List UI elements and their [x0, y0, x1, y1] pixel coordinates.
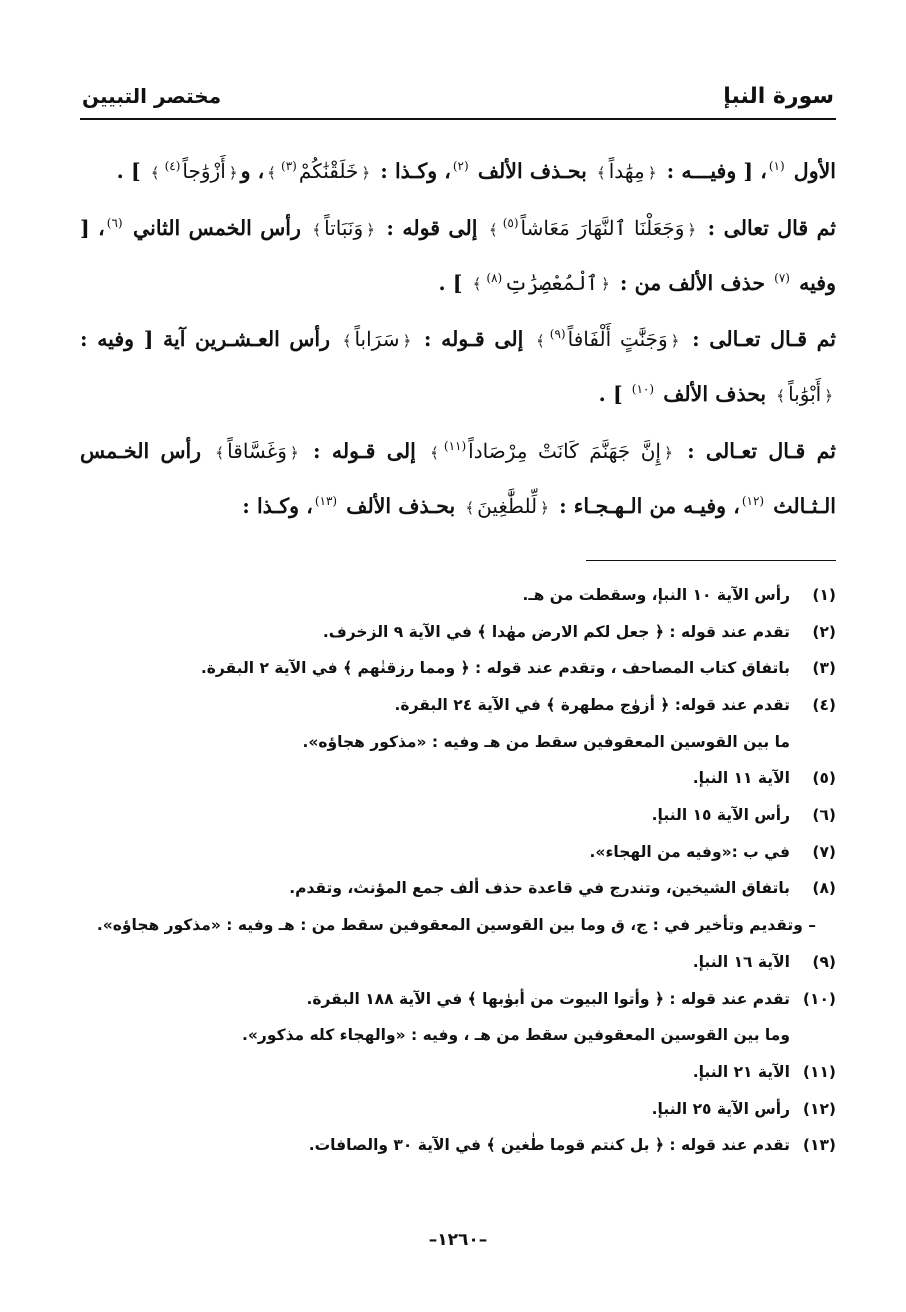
- quran-word: أَبْوَٰباً: [788, 382, 822, 407]
- ornate-bracket: ﴾: [267, 163, 277, 182]
- ornate-bracket: ﴿: [647, 163, 657, 182]
- quran-word: أَزْوَٰجاً: [182, 158, 226, 183]
- footnote-separator: [586, 560, 836, 561]
- text-run: ، [ وفيه: [80, 215, 836, 295]
- footnote-number: (١٠): [802, 989, 836, 1008]
- footnote-text: ما بين القوسين المعقوفين سقط من هـ وفيه : «مذكور هجاؤه».: [302, 732, 790, 751]
- footnote: [80, 614, 836, 651]
- footnote-ref: (٨): [486, 270, 503, 285]
- ornate-bracket: ﴿: [361, 163, 371, 182]
- text-run: رأس العـشـرين آية [ وفيه :: [80, 327, 340, 352]
- footnote: [80, 870, 836, 907]
- text-run: ، و: [240, 158, 265, 183]
- footnotes: [80, 577, 836, 1164]
- ornate-bracket: ﴾: [150, 163, 160, 182]
- text-run: رأس الخمس الثاني: [124, 215, 310, 240]
- ornate-bracket: ﴿: [402, 332, 412, 351]
- text-run: ] .: [438, 270, 470, 295]
- footnote: [80, 650, 836, 687]
- quran-word: لِّلطَّٰغِينَ: [477, 493, 538, 518]
- footnote-ref: (١٢): [741, 493, 765, 508]
- footnote-number: (٨): [812, 879, 836, 898]
- text-run: ، [ وفيـــه :: [659, 158, 767, 183]
- quran-word: سَرَاباً: [354, 327, 400, 352]
- footnote-number: [790, 724, 836, 761]
- text-run: الأول: [786, 158, 836, 183]
- footnote: [80, 1127, 836, 1164]
- ornate-bracket: ﴿: [289, 443, 299, 462]
- footnote: [80, 1054, 836, 1091]
- ornate-bracket: ﴾: [535, 332, 545, 351]
- quran-word: وَنَبَاتاً: [324, 215, 364, 240]
- footnote-text: باتفاق كتاب المصاحف ، وتقدم عند قوله : ﴿ ومما رزقنٰهم ﴾ في الآية ٢ البقرة.: [200, 659, 790, 678]
- footnote-number: (٥): [812, 769, 836, 788]
- text-run: إلى قـوله :: [301, 438, 428, 463]
- ornate-bracket: ﴾: [215, 443, 225, 462]
- footnote-text: في ب :«وفيه من الهجاء».: [589, 842, 790, 861]
- text-run: بحـذف الألف: [339, 493, 463, 518]
- ornate-bracket: ﴿: [228, 163, 238, 182]
- text-run: بحـذف الألف: [470, 158, 594, 183]
- quran-word: ٱلْمُعْصِرَٰتِ: [504, 270, 598, 295]
- footnote-ref: (٢): [452, 159, 469, 173]
- text-run: ، وكـذا :: [373, 158, 451, 183]
- ornate-bracket: ﴿: [366, 220, 375, 239]
- paragraph: [80, 422, 836, 532]
- main-text: [80, 142, 836, 532]
- paragraph: [80, 310, 836, 420]
- footnote-number: (١): [812, 585, 836, 604]
- footnote-text: الآية ١١ النبإ.: [692, 769, 790, 788]
- text-run: ، وكـذا :: [242, 493, 313, 518]
- book-title: مختصر التبيين: [82, 84, 222, 108]
- footnote: [80, 834, 836, 871]
- footnote-number: (٢): [812, 622, 836, 641]
- footnote: [80, 760, 836, 797]
- ornate-bracket: ﴾: [472, 275, 482, 294]
- footnote-text: تقدم عند قوله : ﴿ جعل لكم الارض مهٰدا ﴾ في الآية ٩ الزخرف.: [322, 622, 790, 641]
- text-run: ثم قال تعالى :: [699, 215, 836, 240]
- footnote-number: (٦): [812, 806, 836, 825]
- footnote-ref: (٧): [774, 270, 790, 285]
- footnote-number: (٩): [812, 952, 836, 971]
- footnote-ref: (٩): [549, 327, 566, 342]
- footnote-number: [790, 1017, 836, 1054]
- footnote-ref: (٥): [502, 215, 519, 230]
- ornate-bracket: ﴾: [342, 332, 352, 351]
- quran-word: مِهَٰداً: [608, 158, 645, 183]
- footnote-number: (٤): [812, 695, 836, 714]
- footnote-ref: (١١): [443, 439, 467, 454]
- text-run: إلى قـوله :: [414, 327, 533, 352]
- footnote-ref: (٤): [164, 159, 181, 173]
- ornate-bracket: ﴿: [600, 275, 610, 294]
- page-header: [80, 70, 836, 120]
- footnote-number: (١٣): [802, 1136, 836, 1155]
- footnote-text: رأس الآية ١٥ النبإ.: [651, 806, 790, 825]
- footnote-text: باتفاق الشيخين، وتندرج في قاعدة حذف ألف جمع المؤنث، وتقدم.: [289, 879, 790, 898]
- footnote-text: تقدم عند قوله: ﴿ أزوٰج مطهرة ﴾ في الآية ٢٤ البقرة.: [394, 695, 790, 714]
- quran-word: وَجَعَلْنَا ٱلنَّهَارَ مَعَاشاً: [520, 215, 685, 240]
- ornate-bracket: ﴿: [687, 220, 697, 239]
- footnote-text: رأس الآية ١٠ النبإ، وسقطت من هـ.: [522, 585, 790, 604]
- ornate-bracket: ﴿: [540, 498, 549, 517]
- footnote-number: (١٢): [802, 1099, 836, 1118]
- footnote-number: (١١): [802, 1062, 836, 1081]
- footnote-ref: (١): [768, 159, 785, 173]
- ornate-bracket: ﴾: [488, 220, 498, 239]
- text-run: حذف الألف من :: [612, 270, 773, 295]
- ornate-bracket: ﴿: [663, 443, 673, 462]
- text-run: بحذف الألف: [656, 382, 774, 407]
- footnote-number: (٧): [812, 842, 836, 861]
- footnote-text: الآية ٢١ النبإ.: [692, 1062, 790, 1081]
- ornate-bracket: ﴾: [312, 220, 322, 239]
- footnote-text: الآية ١٦ النبإ.: [692, 952, 790, 971]
- footnote: [80, 724, 836, 761]
- footnote-text: – وتقديم وتأخير في : ج، ق وما بين القوسين المعقوفين سقط من : هـ وفيه : «مذكور هجاؤه».: [96, 916, 816, 935]
- footnote-ref: (١٠): [631, 382, 655, 397]
- page-number: –١٢٦٠–: [428, 1230, 488, 1250]
- footnote-ref: (١٣): [314, 493, 338, 508]
- footnote: [80, 577, 836, 614]
- footnote: [80, 797, 836, 834]
- text-run: ] .: [598, 382, 630, 407]
- text-run: رأس الخـمس الـثـالث: [80, 438, 836, 518]
- text-run: ثم قـال تعـالى :: [682, 327, 837, 352]
- footnote: [80, 907, 836, 944]
- document-page: [80, 70, 836, 1250]
- footnote-text: تقدم عند قوله : ﴿ وأتوا البيوت من أبوٰبها ﴾ في الآية ١٨٨ البقرة.: [306, 989, 790, 1008]
- ornate-bracket: ﴾: [465, 498, 475, 517]
- ornate-bracket: ﴾: [596, 163, 606, 182]
- paragraph: [80, 199, 836, 309]
- footnote-text: تقدم عند قوله : ﴿ بل كنتم قوما طٰغين ﴾ في الآية ٣٠ والصافات.: [308, 1136, 790, 1155]
- footnote-number: (٣): [812, 659, 836, 678]
- ornate-bracket: ﴿: [670, 332, 680, 351]
- ornate-bracket: ﴾: [776, 387, 786, 406]
- footnote-text: رأس الآية ٢٥ النبإ.: [651, 1099, 790, 1118]
- footnote: [80, 981, 836, 1018]
- text-run: إلى قوله :: [377, 215, 486, 240]
- text-run: ] .: [116, 158, 148, 183]
- footnote: [80, 1017, 836, 1054]
- quran-word: وَغَسَّاقاً: [227, 438, 287, 463]
- text-run: ثم قـال تعـالى :: [675, 438, 836, 463]
- footnote: [80, 944, 836, 981]
- quran-word: خَلَقْنَٰكُمْ: [298, 158, 359, 183]
- text-run: ، وفيـه من الـهـجـاء :: [551, 493, 740, 518]
- quran-word: إِنَّ جَهَنَّمَ كَانَتْ مِرْصَاداً: [468, 438, 661, 463]
- footnote-ref: (٣): [281, 159, 297, 173]
- quran-word: وَجَنَّٰتٍ أَلْفَافاً: [567, 327, 668, 352]
- footnote: [80, 687, 836, 724]
- footnote: [80, 1091, 836, 1128]
- footnote-text: وما بين القوسين المعقوفين سقط من هـ ، وفيه : «والهجاء كله مذكور».: [242, 1026, 790, 1045]
- footnote-ref: (٦): [106, 215, 123, 230]
- ornate-bracket: ﴾: [430, 443, 439, 462]
- ornate-bracket: ﴿: [824, 387, 833, 406]
- surah-name: سورة النبإ: [723, 84, 834, 109]
- paragraph: [80, 142, 836, 197]
